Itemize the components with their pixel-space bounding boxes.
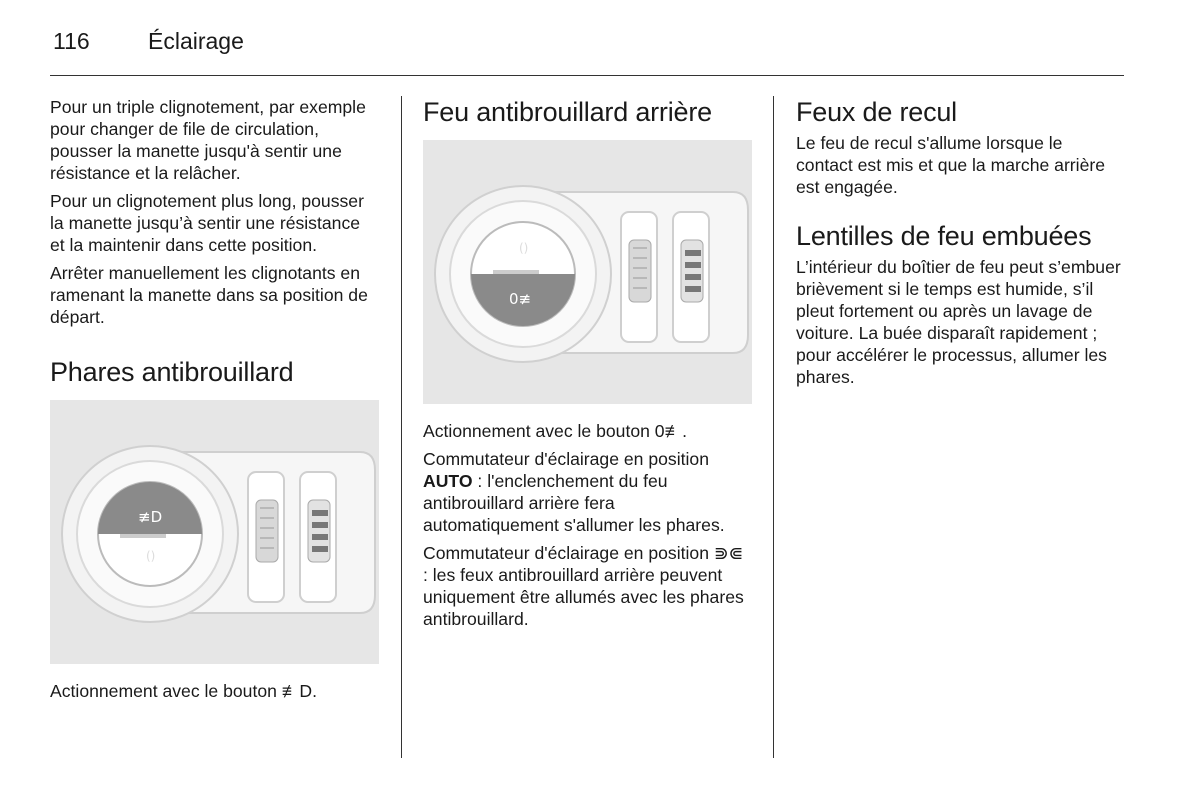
caption-rear-fog-button: Actionnement avec le bouton 0≢. xyxy=(423,421,688,441)
svg-text:(): () xyxy=(146,549,156,563)
paragraph-fogged-lenses: L’intérieur du boîtier de feu peut s’embuer brièvement si le temps est humide, s’il pleut fortement ou après un lavage de voiture. La buée disparaît rapidement ; pour accélérer le processus, allumer les phares. xyxy=(796,257,1121,387)
paragraph-long-blink: Pour un clignotement plus long, pousser la manette jusqu’à sentir une résistance et la maintenir dans cette position. xyxy=(50,191,364,255)
column-3 xyxy=(796,96,1124,394)
column-1 xyxy=(50,96,378,708)
svg-text:(): () xyxy=(519,241,529,255)
auto-text-pre: Commutateur d'éclairage en position xyxy=(423,449,709,469)
heading-rear-fog: Feu antibrouillard arrière xyxy=(423,97,712,127)
page-title: Éclairage xyxy=(148,28,244,54)
svg-text:0≢: 0≢ xyxy=(509,290,532,308)
svg-text:≢D: ≢D xyxy=(138,508,163,526)
heading-fogged-lenses: Lentilles de feu embuées xyxy=(796,221,1092,251)
heading-reversing-light: Feux de recul xyxy=(796,97,957,127)
page-header xyxy=(50,24,1124,74)
column-divider-2 xyxy=(773,96,774,758)
fog-light-switch-figure xyxy=(50,400,379,664)
header-divider xyxy=(50,75,1124,76)
auto-label: AUTO xyxy=(423,471,473,491)
paragraph-triple-blink: Pour un triple clignotement, par exemple pour changer de file de circulation, pousser la manette jusqu'à sentir une résistance et la relâcher. xyxy=(50,97,366,183)
heading-fog-lights: Phares antibrouillard xyxy=(50,357,294,387)
column-2 xyxy=(423,96,751,636)
paragraph-auto-position xyxy=(423,448,751,536)
paragraph-reversing-light: Le feu de recul s'allume lorsque le contact est mis et que la marche arrière est engagée. xyxy=(796,133,1105,197)
column-divider-1 xyxy=(401,96,402,758)
rear-fog-switch-figure xyxy=(423,140,752,404)
page-number: 116 xyxy=(53,28,90,54)
caption-fog-button: Actionnement avec le bouton ≢D. xyxy=(50,681,317,701)
auto-text-post: : l'enclenchement du feu antibrouillard arrière fera automatiquement s'allumer les phares. xyxy=(423,471,725,535)
paragraph-stop-blink: Arrêter manuellement les clignotants en ramenant la manette dans sa position de départ. xyxy=(50,263,368,327)
paragraph-fog-position: Commutateur d'éclairage en position ⋑⋐ : les feux antibrouillard arrière peuvent uniquement être allumés avec les phares antibrouillard. xyxy=(423,543,744,629)
